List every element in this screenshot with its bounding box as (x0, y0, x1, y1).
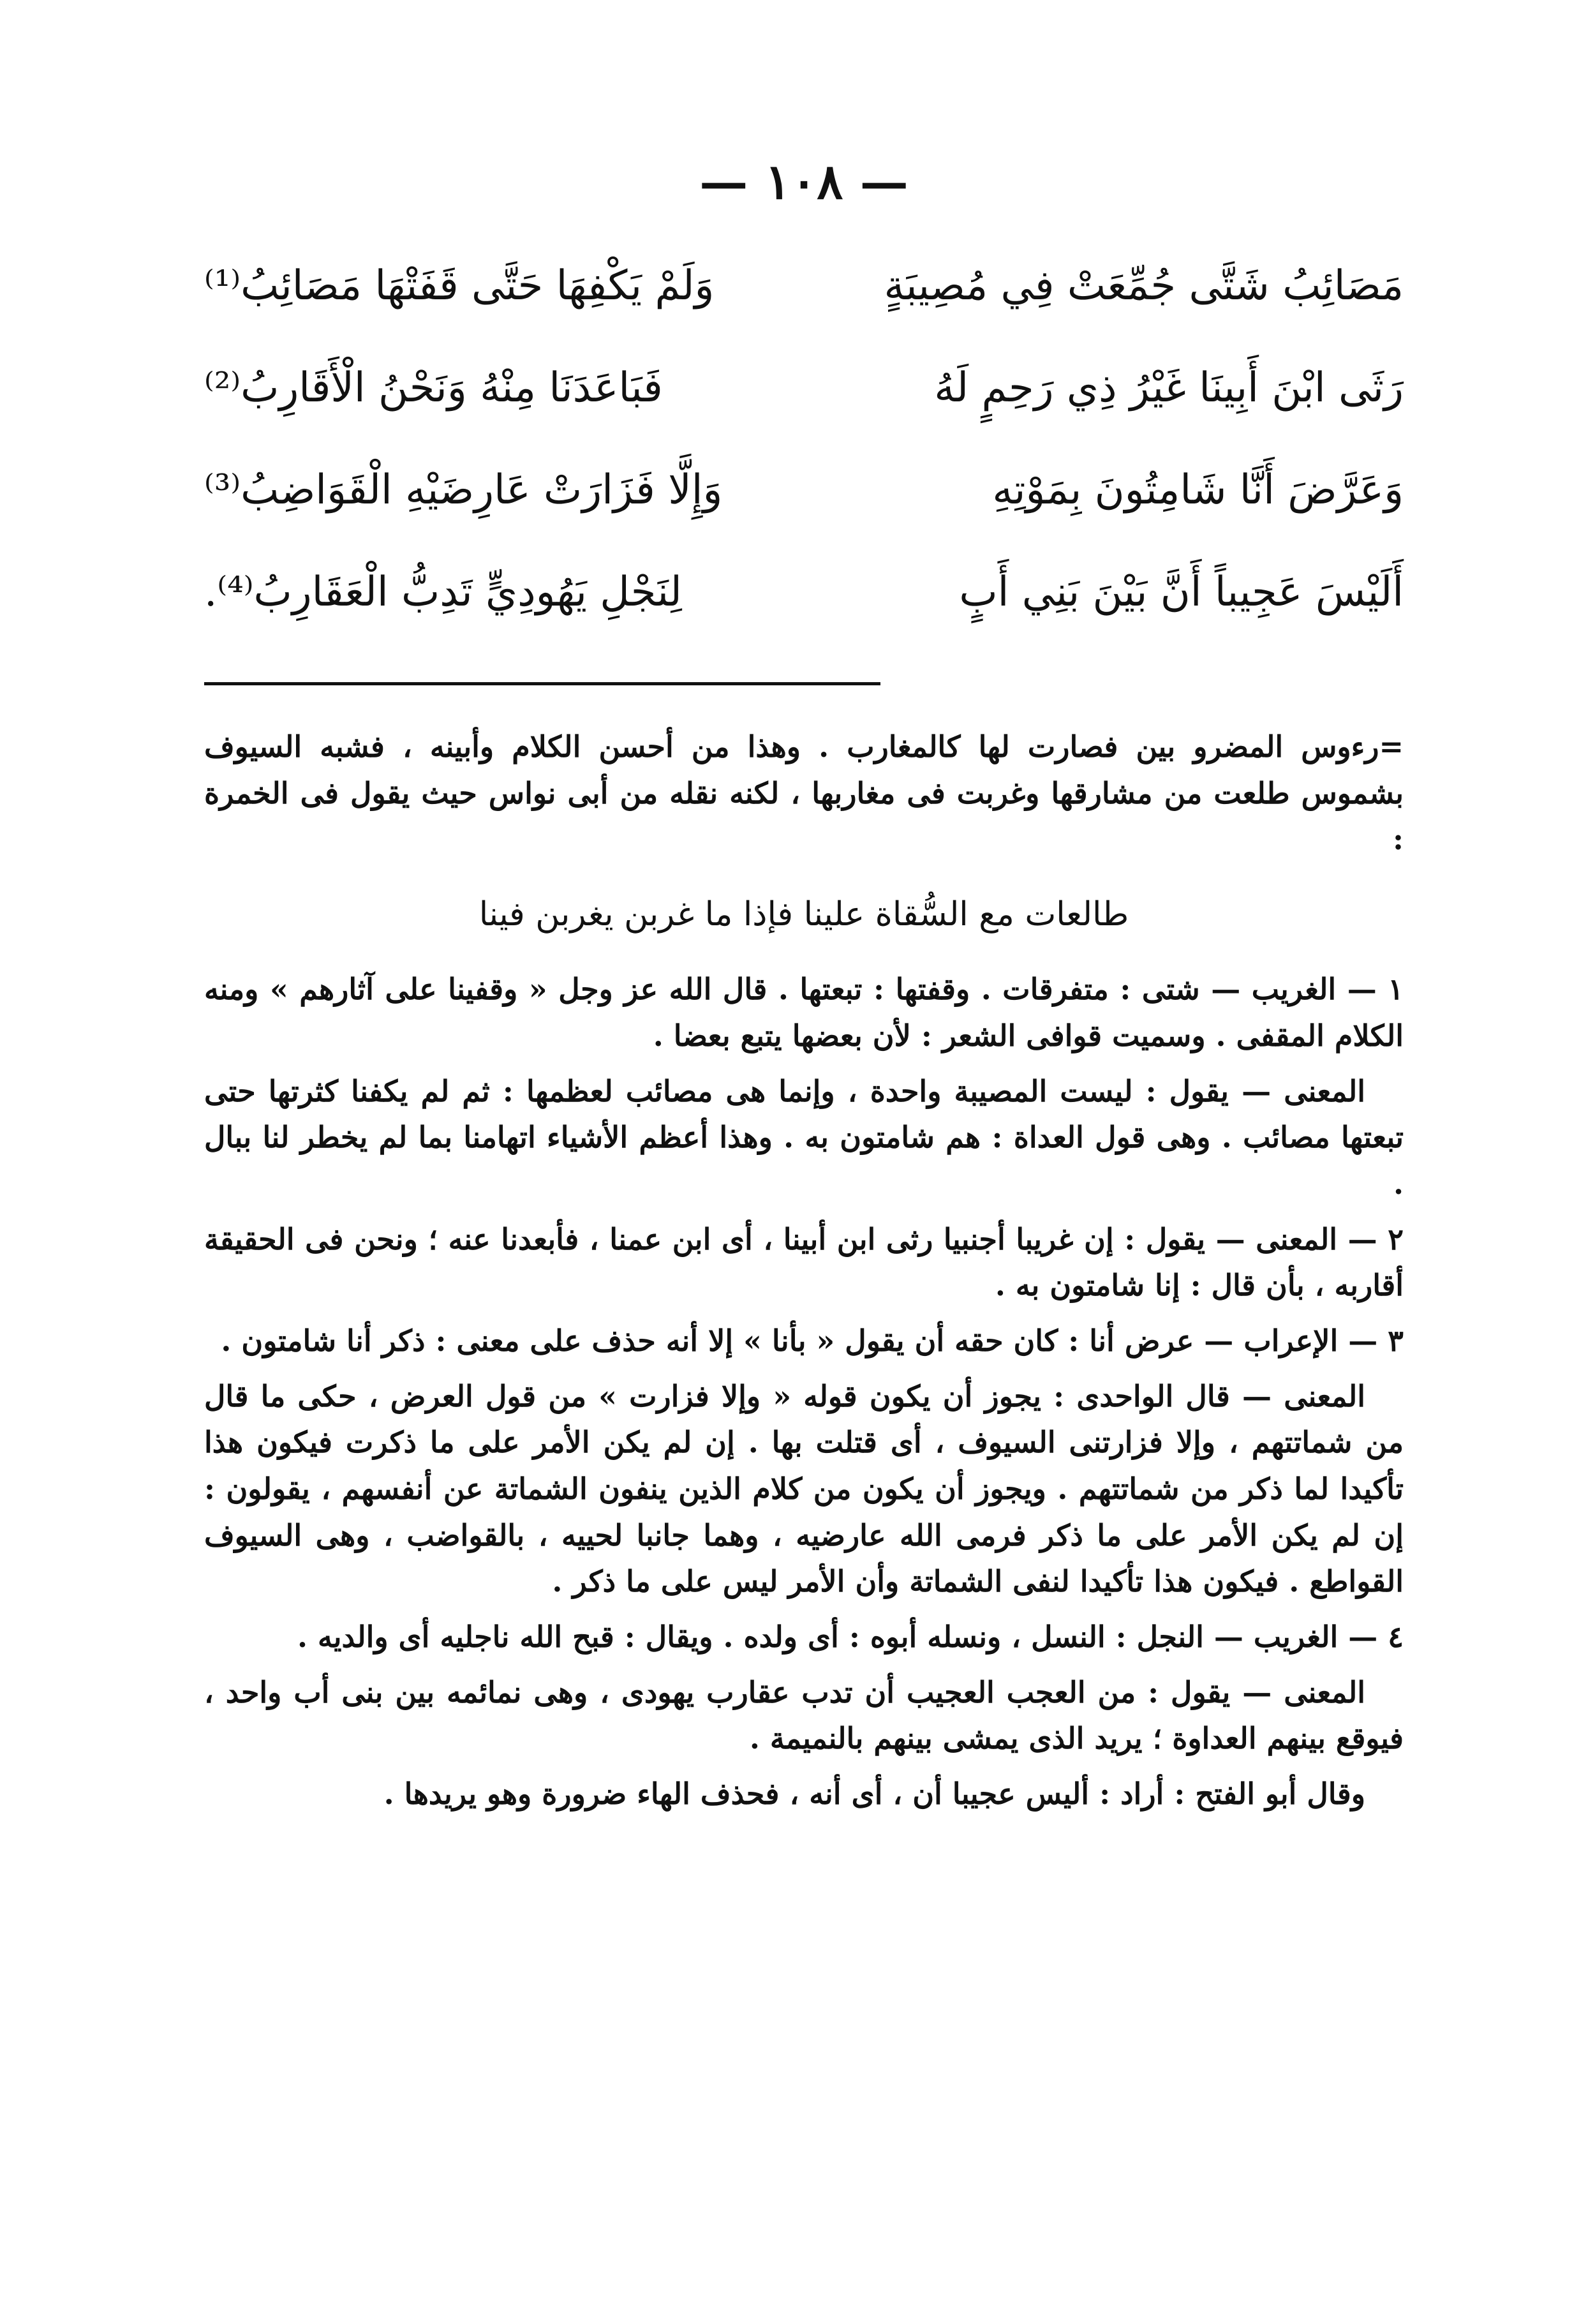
verse-4 (204, 542, 1404, 644)
verse-4-second-hemistich: لِنَجْلِ يَهُودِيٍّ تَدِبُّ الْعَقَارِبُ⁽⁴⁾. (204, 569, 682, 616)
verse-1-second-hemistich: وَلَمْ يَكْفِهَا حَتَّى قَفَتْهَا مَصَائِبُ⁽¹⁾ (204, 262, 715, 310)
verse-3-first-hemistich: وَعَرَّضَ أَنَّا شَامِتُونَ بِمَوْتِهِ (992, 466, 1404, 514)
verse-2 (204, 338, 1404, 440)
cited-verse: طالعات مع السُّقاة علينا فإذا ما غربن يغربن فينا (478, 895, 1129, 934)
verse-1 (204, 235, 1404, 338)
verse-3 (204, 440, 1404, 542)
note-4-gharib: ٤ — الغريب — النجل : النسل ، ونسله أبوه : أى ولده . ويقال : قبح الله ناجليه أى والديه . (297, 1619, 1404, 1654)
note-4-abu-al-fath: وقال أبو الفتح : أراد : أليس عجيبا أن ، أى أنه ، فحذف الهاء ضرورة وهو يريدها . (383, 1776, 1365, 1811)
verse-4-first-hemistich: أَلَيْسَ عَجِيباً أَنَّ بَيْنَ بَنِي أَبٍ (959, 569, 1404, 616)
note-3-meaning: المعنى — قال الواحدى : يجوز أن يكون قوله « وإلا فزارت » من قول العرض ، حكى ما قال من شماتتهم ، وإلا فزارتنى السيوف ، أى قتلت بها . إن لم يكن الأمر على ما ذكرت فيكون هذا تأكيدا لما ذكر من شماتتهم . ويجوز أن يكون من كلام الذين ينفون الشماتة عن أنفسهم ، يقولون : إن لم يكن الأمر على ما ذكر فرمى الله عارضيه ، وهما جانبا لحييه ، بالقواضب ، وهى السيوف القواطع . فيكون هذا تأكيدا لنفى الشماتة وأن الأمر ليس على ما ذكر . (204, 1378, 1404, 1599)
page-number: — ١٠٨ — (699, 153, 909, 210)
poem (204, 235, 1404, 644)
footnote-divider (204, 682, 880, 685)
note-2-meaning: ٢ — المعنى — يقول : إن غريبا أجنبيا رثى ابن أبينا ، أى ابن عمنا ، فأبعدنا عنه ؛ ونحن فى الحقيقة أقاربه ، بأن قال : إنا شامتون به . (204, 1221, 1404, 1303)
commentary-continuation: =رءوس المضرو بين فصارت لها كالمغارب . وهذا من أحسن الكلام وأبينه ، فشبه السيوف بشموس طلعت من مشارقها وغربت فى مغاربها ، لكنه نقله من أبى نواس حيث يقول فى الخمرة : (204, 729, 1404, 857)
verse-3-second-hemistich: وَإِلَّا فَزَارَتْ عَارِضَيْهِ الْقَوَاضِبُ⁽³⁾ (204, 466, 723, 514)
verse-2-first-hemistich: رَثَى ابْنَ أَبِينَا غَيْرُ ذِي رَحِمٍ لَهُ (934, 364, 1404, 412)
note-1-gharib: ١ — الغريب — شتى : متفرقات . وقفتها : تبعتها . قال الله عز وجل « وقفينا على آثارهم » ومنه الكلام المقفى . وسميت قوافى الشعر : لأن بعضها يتبع بعضا . (204, 972, 1404, 1053)
commentary (204, 724, 1404, 1817)
note-3-irab: ٣ — الإعراب — عرض أنا : كان حقه أن يقول « بأنا » إلا أنه حذف على معنى : ذكر أنا شامتون . (221, 1323, 1404, 1358)
verse-1-first-hemistich: مَصَائِبُ شَتَّى جُمِّعَتْ فِي مُصِيبَةٍ (884, 262, 1404, 310)
note-4-meaning: المعنى — يقول : من العجب العجيب أن تدب عقارب يهودى ، وهى نمائمه بين بنى أب واحد ، فيوقع بينهم العداوة ؛ يريد الذى يمشى بينهم بالنميمة . (204, 1674, 1404, 1756)
verse-2-second-hemistich: فَبَاعَدَنَا مِنْهُ وَنَحْنُ الْأَقَارِبُ⁽²⁾ (204, 364, 663, 412)
note-1-meaning: المعنى — يقول : ليست المصيبة واحدة ، وإنما هى مصائب لعظمها : ثم لم يكفنا كثرتها حتى تبعتها مصائب . وهى قول العداة : هم شامتون به . وهذا أعظم الأشياء اتهامنا بما لم يخطر لنا ببال . (204, 1073, 1404, 1201)
